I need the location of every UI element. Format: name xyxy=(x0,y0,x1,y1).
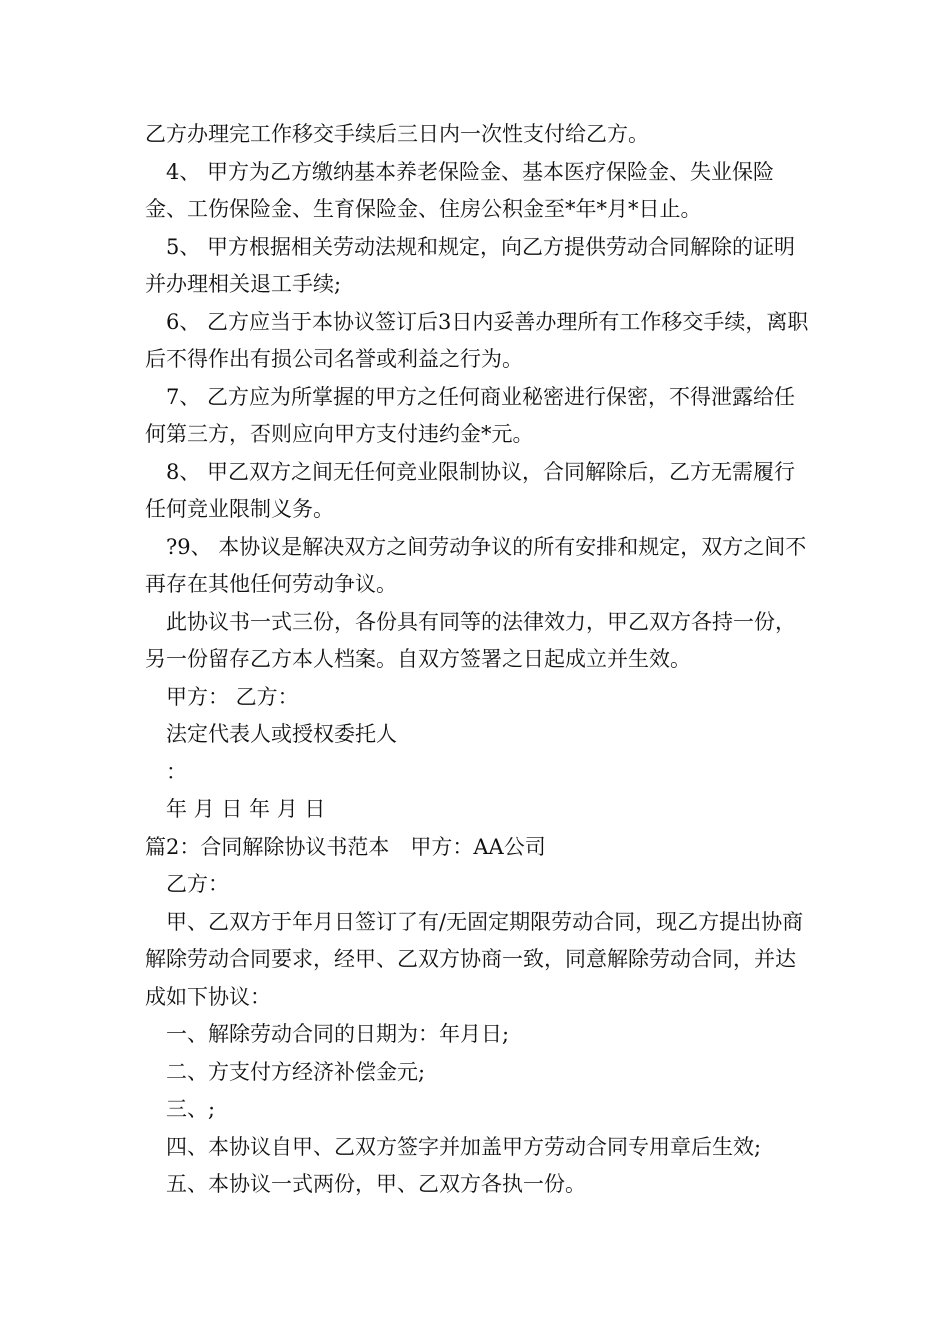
signature-colon: ： xyxy=(166,759,187,784)
section-heading-2: 篇2：合同解除协议书范本 甲方：AA公司 xyxy=(145,834,546,859)
item-1: 一、解除劳动合同的日期为：年月日; xyxy=(166,1022,510,1046)
clause-9: ?9、 本协议是解决双方之间劳动争议的所有安排和规定，双方之间不再存在其他任何劳动争议。 xyxy=(145,534,807,596)
clause-5: 5、 甲方根据相关劳动法规和规定，向乙方提供劳动合同解除的证明并办理相关退工手续; xyxy=(145,234,796,296)
paragraph-payment: 乙方办理完工作移交手续后三日内一次性支付给乙方。 xyxy=(145,122,649,146)
copies-paragraph: 此协议书一式三份，各份具有同等的法律效力，甲乙双方各持一份，另一份留存乙方本人档案。自双方签署之日起成立并生效。 xyxy=(145,609,796,671)
item-3: 三、; xyxy=(166,1097,216,1121)
clause-6: 6、 乙方应当于本协议签订后3日内妥善办理所有工作移交手续，离职后不得作出有损公司名誉或利益之行为。 xyxy=(145,309,809,371)
item-5: 五、本协议一式两份，甲、乙双方各执一份。 xyxy=(166,1172,586,1196)
signature-representative: 法定代表人或授权委托人 xyxy=(166,722,397,746)
item-2: 二、方支付方经济补偿金元; xyxy=(166,1059,426,1084)
item-4: 四、本协议自甲、乙双方签字并加盖甲方劳动合同专用章后生效; xyxy=(166,1134,762,1159)
clause-8: 8、 甲乙双方之间无任何竞业限制协议，合同解除后，乙方无需履行任何竞业限制义务。 xyxy=(145,459,796,521)
signature-dates: 年 月 日 年 月 日 xyxy=(166,797,326,821)
clause-4: 4、 甲方为乙方缴纳基本养老保险金、基本医疗保险金、失业保险金、工伤保险金、生育保险金、住房公积金至*年*月*日止。 xyxy=(145,159,775,221)
party-b-line: 乙方： xyxy=(166,872,229,896)
clause-7: 7、 乙方应为所掌握的甲方之任何商业秘密进行保密，不得泄露给任何第三方，否则应向甲方支付违约金*元。 xyxy=(145,384,796,446)
signature-parties: 甲方： 乙方： xyxy=(166,684,299,709)
agreement-intro: 甲、乙双方于年月日签订了有/无固定期限劳动合同，现乙方提出协商解除劳动合同要求，经甲、乙双方协商一致，同意解除劳动合同，并达成如下协议： xyxy=(145,909,804,1009)
document-body xyxy=(145,116,810,1204)
